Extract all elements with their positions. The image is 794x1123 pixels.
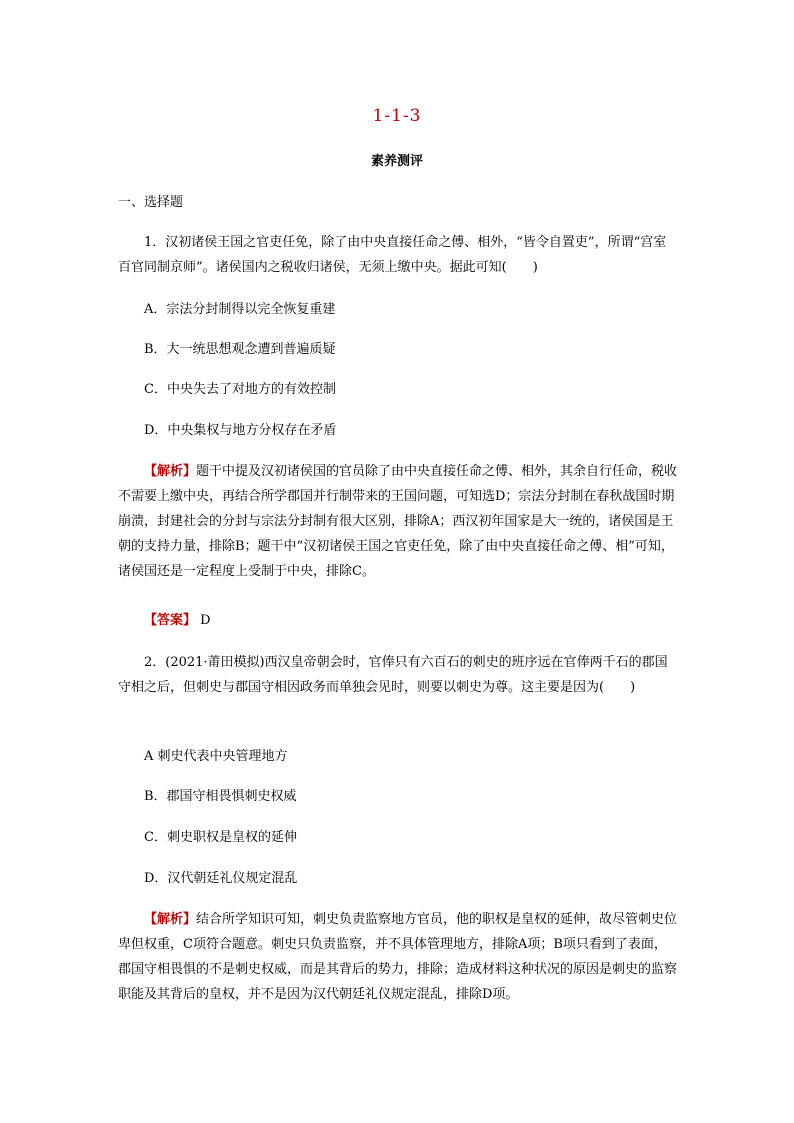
question-2-option-c: C．刺史职权是皇权的延伸: [144, 830, 297, 845]
question-1-option-a: A．宗法分封制得以完全恢复重建: [144, 302, 336, 317]
analysis-label: 【解析】: [144, 464, 197, 479]
question-1-option-c: C．中央失去了对地方的有效控制: [144, 382, 336, 397]
section-heading: 一、选择题: [118, 195, 184, 210]
answer-label: 【答案】: [144, 613, 197, 628]
question-1-answer: [118, 608, 678, 633]
question-2-option-d: D．汉代朝廷礼仪规定混乱: [144, 871, 298, 886]
question-1-stem: 1．汉初诸侯王国之官吏任免，除了由中央直接任命之傅、相外，“皆令自置吏”，所谓“宫室百官同制京师”。诸侯国内之税收归诸侯，无须上缴中央。据此可知( ): [118, 235, 667, 275]
question-1-analysis: [118, 459, 678, 584]
analysis-label: 【解析】: [144, 912, 197, 927]
question-2-option-b: B．郡国守相畏惧刺史权威: [144, 789, 297, 804]
analysis-text: 题干中提及汉初诸侯国的官员除了由中央直接任命之傅、相外，其余自行任命，税收不需要上缴中央，再结合所学郡国并行制带来的王国问题，可知选D；宗法分封制在春秋战国时期崩溃，封建社会的分封与宗法分封制有很大区别，排除A；西汉初年国家是大一统的，诸侯国是王朝的支持力量，排除B；题干中“汉初诸侯王国之官吏任免，除了由中央直接任命之傅、相”可知，诸侯国还是一定程度上受制于中央，排除C。: [118, 464, 678, 579]
page-title: 1-1-3: [372, 106, 422, 126]
analysis-text: 结合所学知识可知，刺史负责监察地方官员，他的职权是皇权的延伸，故尽管刺史位卑但权重，C项符合题意。刺史只负责监察，并不具体管理地方，排除A项；B项只看到了表面，郡国守相畏惧的不是刺史权威，而是其背后的势力，排除；造成材料这种状况的原因是刺史的监察职能及其背后的皇权，并不是因为汉代朝廷礼仪规定混乱，排除D项。: [118, 912, 678, 1002]
answer-value: D: [200, 613, 211, 628]
question-2-stem: 2．(2021·莆田模拟)西汉皇帝朝会时，官俸只有六百石的刺史的班序远在官俸两千石的郡国守相之后，但刺史与郡国守相因政务而单独会见时，则要以刺史为尊。这主要是因为( ): [118, 655, 668, 695]
page-subtitle: 素养测评: [370, 154, 423, 169]
question-1-option-d: D．中央集权与地方分权存在矛盾: [144, 423, 337, 438]
question-2-analysis: [118, 907, 678, 1007]
question-1-option-b: B．大一统思想观念遭到普遍质疑: [144, 342, 336, 357]
question-2-option-a: A 刺史代表中央管理地方: [144, 749, 288, 764]
